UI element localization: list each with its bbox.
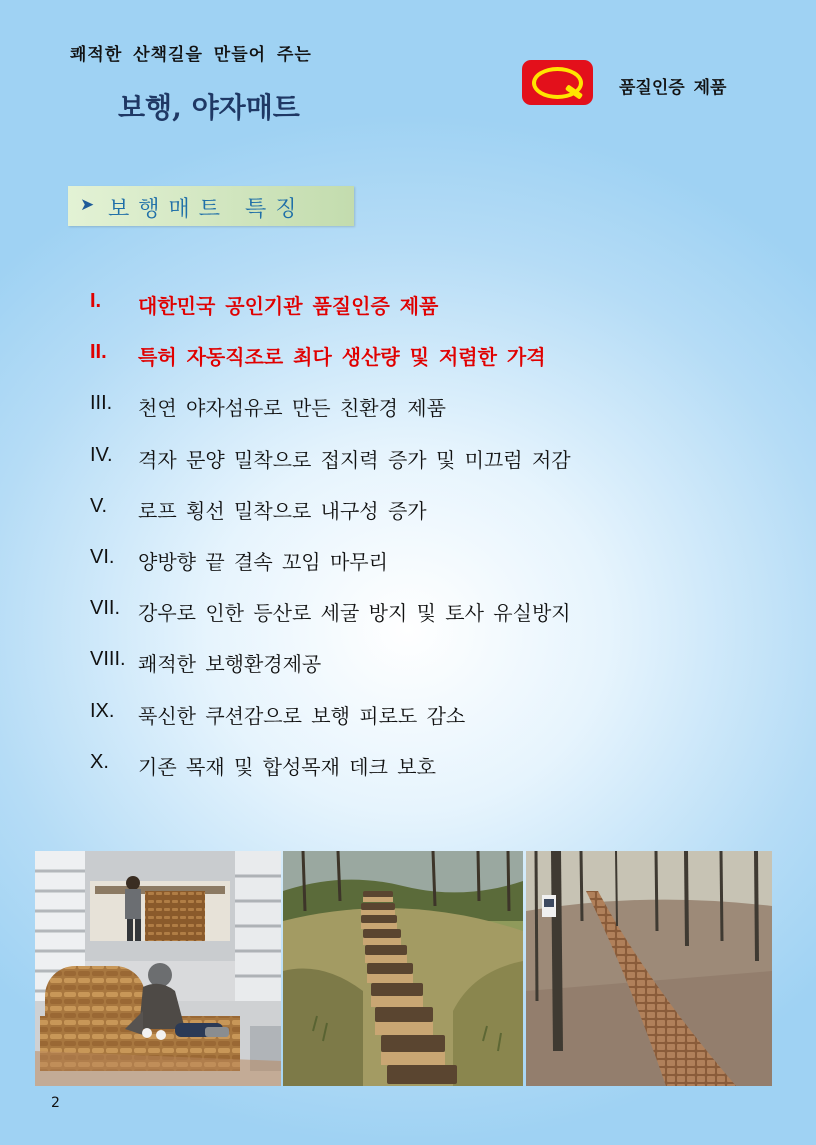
- cert-label: 품질인증 제품: [619, 78, 727, 98]
- coir-mat-hillside-stairs-photo: [283, 851, 523, 1086]
- feature-text: 천연 야자섬유로 만든 친환경 제품: [138, 396, 446, 421]
- feature-text: 로프 횡선 밀착으로 내구성 증가: [138, 498, 427, 523]
- feature-number: IX.: [90, 699, 115, 722]
- feature-text: 쾌적한 보행환경제공: [138, 652, 322, 677]
- page-title: 보행, 야자매트: [118, 91, 300, 124]
- coir-mat-forest-path-photo: [526, 851, 772, 1086]
- feature-number: X.: [90, 750, 109, 773]
- section-title: 보행매트 특징: [108, 197, 306, 222]
- feature-number: VIII.: [90, 648, 126, 671]
- feature-number: V.: [90, 494, 108, 517]
- feature-number: VI.: [90, 545, 115, 568]
- page-subtitle: 쾌적한 산책길을 만들어 주는: [70, 45, 312, 65]
- feature-text: 강우로 인한 등산로 세굴 방지 및 토사 유실방지: [138, 601, 571, 626]
- page-number: 2: [51, 1095, 60, 1111]
- arrow-right-icon: ➤: [80, 195, 95, 215]
- factory-workers-weaving-coir-mat-photo: [35, 851, 281, 1086]
- quality-cert-logo: [522, 60, 593, 105]
- feature-text: 양방향 끝 결속 꼬임 마무리: [138, 549, 388, 574]
- feature-text: 푹신한 쿠션감으로 보행 피로도 감소: [138, 703, 466, 728]
- feature-number: I.: [90, 290, 102, 312]
- feature-number: VII.: [90, 597, 121, 620]
- feature-text: 격자 문양 밀착으로 접지력 증가 및 미끄럼 저감: [138, 447, 571, 472]
- feature-text: 특허 자동직조로 최다 생산량 및 저렴한 가격: [138, 345, 546, 370]
- feature-text: 대한민국 공인기관 품질인증 제품: [138, 294, 439, 318]
- feature-number: IV.: [90, 443, 113, 466]
- feature-text: 기존 목재 및 합성목재 데크 보호: [138, 754, 436, 779]
- feature-number: III.: [90, 392, 113, 415]
- section-header: [68, 186, 354, 226]
- feature-number: II.: [90, 341, 107, 364]
